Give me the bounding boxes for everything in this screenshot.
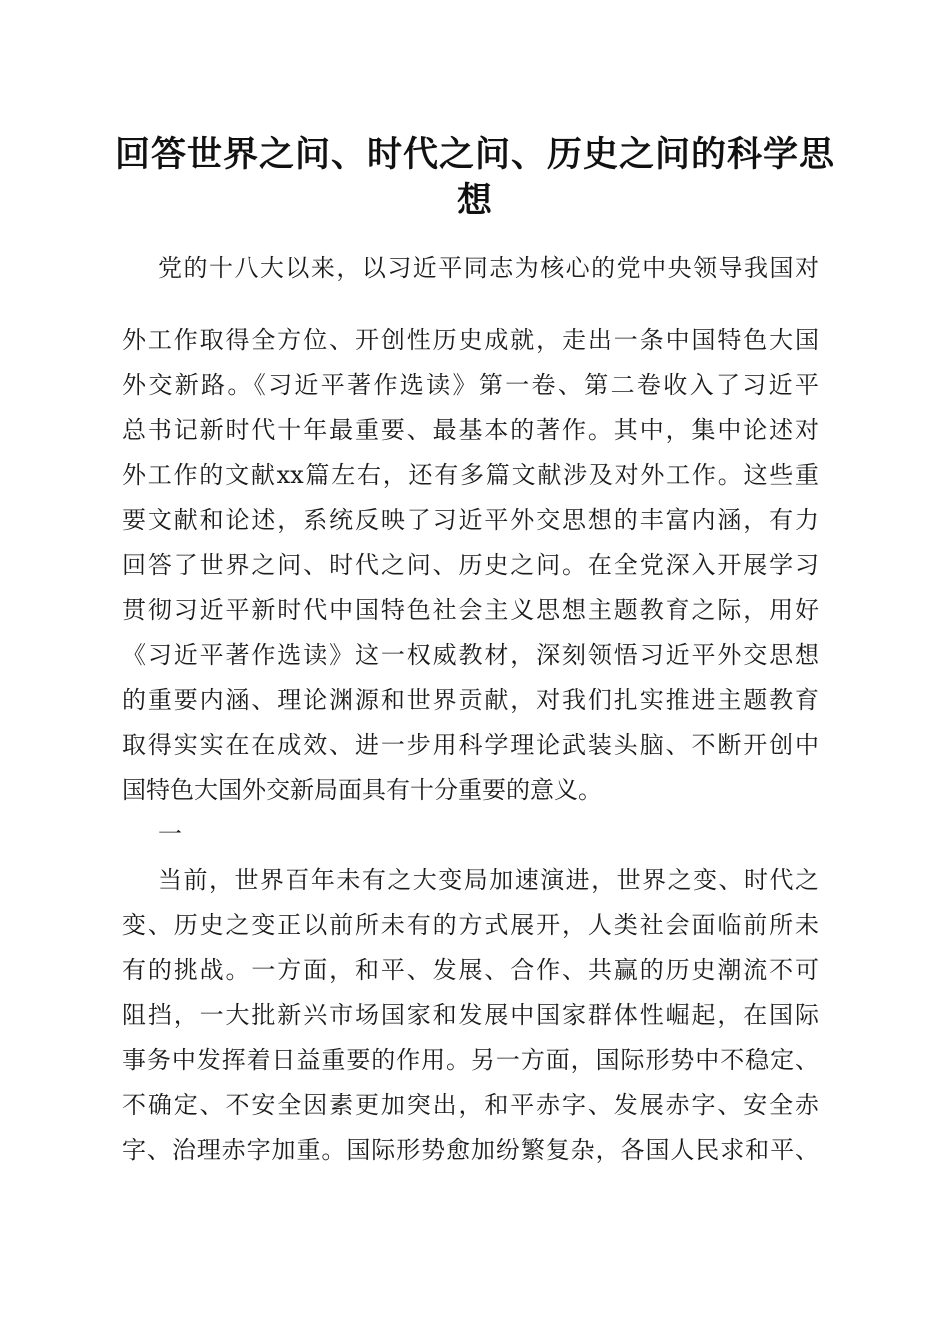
paragraph-line: 回答了世界之问、时代之问、历史之问。在全党深入开展学习	[122, 551, 819, 579]
document-title	[100, 132, 850, 224]
paragraph-line: 事务中发挥着日益重要的作用。另一方面，国际形势中不稳定、	[122, 1046, 819, 1074]
paragraph-line: 字、治理赤字加重。国际形势愈加纷繁复杂，各国人民求和平、	[122, 1136, 819, 1164]
title-line-2: 想	[456, 180, 493, 221]
paragraph-line: 当前，世界百年未有之大变局加速演进，世界之变、时代之	[158, 866, 819, 894]
paragraph-line: 《习近平著作选读》这一权威教材，深刻领悟习近平外交思想	[122, 641, 819, 669]
paragraph-line: 要文献和论述，系统反映了习近平外交思想的丰富内涵，有力	[122, 506, 819, 534]
paragraph-line: 国特色大国外交新局面具有十分重要的意义。	[122, 776, 602, 804]
paragraph-line: 的重要内涵、理论渊源和世界贡献，对我们扎实推进主题教育	[122, 686, 819, 714]
paragraph-line: 取得实实在在成效、进一步用科学理论武装头脑、不断开创中	[122, 731, 819, 759]
paragraph-line: 不确定、不安全因素更加突出，和平赤字、发展赤字、安全赤	[122, 1091, 819, 1119]
paragraph-line: 变、历史之变正以前所未有的方式展开，人类社会面临前所未	[122, 911, 819, 939]
paragraph-line: 外工作取得全方位、开创性历史成就，走出一条中国特色大国	[122, 326, 819, 354]
paragraph-line: 外交新路。《习近平著作选读》第一卷、第二卷收入了习近平	[122, 371, 819, 399]
paragraph-line: 总书记新时代十年最重要、最基本的著作。其中，集中论述对	[122, 416, 819, 444]
paragraph-line: 贯彻习近平新时代中国特色社会主义思想主题教育之际，用好	[122, 596, 819, 624]
title-line-1: 回答世界之问、时代之问、历史之问的科学思	[114, 134, 835, 175]
paragraph-line: 有的挑战。一方面，和平、发展、合作、共赢的历史潮流不可	[122, 956, 819, 984]
paragraph-line: 外工作的文献xx篇左右，还有多篇文献涉及对外工作。这些重	[122, 461, 819, 489]
section-heading: 一	[158, 820, 182, 848]
paragraph-line: 阻挡，一大批新兴市场国家和发展中国家群体性崛起，在国际	[122, 1001, 819, 1029]
paragraph-line: 党的十八大以来，以习近平同志为核心的党中央领导我国对	[158, 254, 819, 282]
